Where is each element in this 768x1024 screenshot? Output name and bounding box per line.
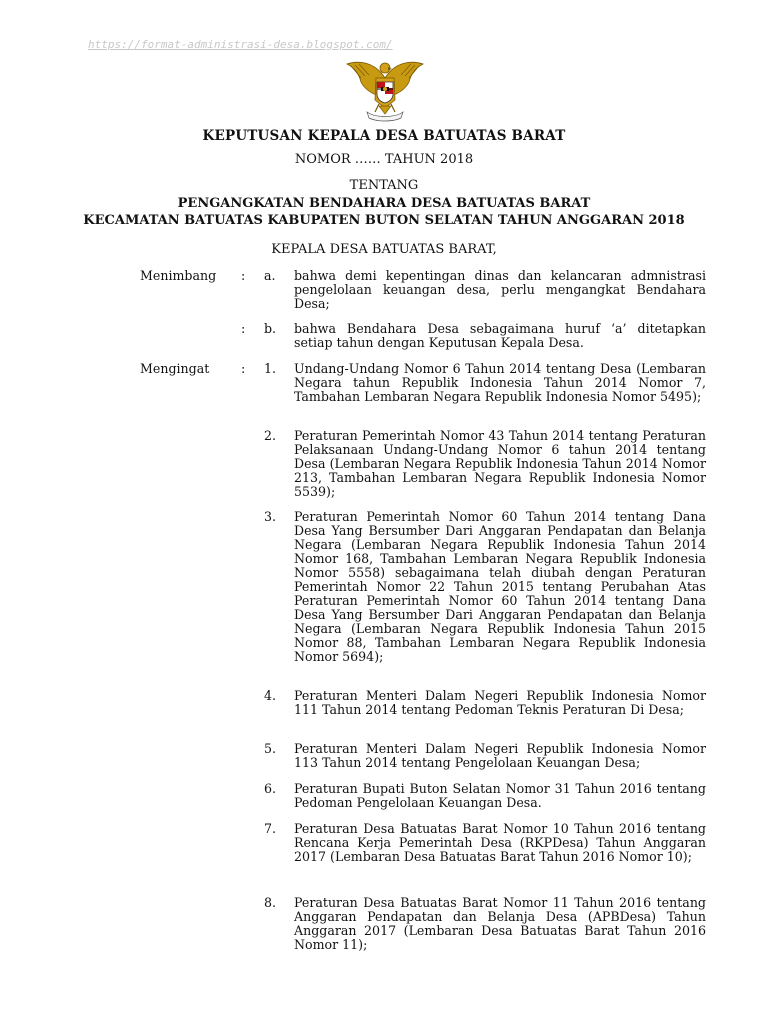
item-text: Peraturan Desa Batuatas Barat Nomor 11 Tahun 2016 tentang Anggaran Pendapatan dan Belanja Desa (APBDesa) Tahun Anggaran 2017 (Lembaran Desa Batuatas Barat Tahun 2016 Nomor 11); xyxy=(294,895,706,952)
mengingat-label: Mengingat xyxy=(140,361,210,376)
item-marker: 4. xyxy=(264,688,277,703)
item-marker: 7. xyxy=(264,821,277,836)
item-text: Peraturan Desa Batuatas Barat Nomor 10 Tahun 2016 tentang Rencana Kerja Pemerintah Desa (RKPDesa) Tahun Anggaran 2017 (Lembaran Desa Batuatas Barat Tahun 2016 Nomor 10); xyxy=(294,821,706,864)
authority-line: KEPALA DESA BATUATAS BARAT, xyxy=(271,242,497,257)
item-text: bahwa demi kepentingan dinas dan kelancaran admnistrasi pengelolaan keuangan desa, perlu mengangkat Bendahara Desa; xyxy=(294,268,706,311)
menimbang-label: Menimbang xyxy=(140,268,217,283)
item-marker: 5. xyxy=(264,741,277,756)
colon: : xyxy=(241,361,246,376)
item-text: Undang-Undang Nomor 6 Tahun 2014 tentang Desa (Lembaran Negara tahun Republik Indonesia Tahun 2014 Nomor 7, Tambahan Lembaran Negara Republik Indonesia Nomor 5495); xyxy=(294,361,706,404)
colon: : xyxy=(241,268,246,283)
item-marker: 2. xyxy=(264,428,277,443)
item-marker: 1. xyxy=(264,361,277,376)
decree-number: NOMOR …… TAHUN 2018 xyxy=(294,152,474,167)
item-text: Peraturan Menteri Dalam Negeri Republik Indonesia Nomor 113 Tahun 2014 tentang Pengelolaan Keuangan Desa; xyxy=(294,741,706,770)
garuda-pancasila-emblem-icon xyxy=(345,56,425,122)
item-text: bahwa Bendahara Desa sebagaimana huruf ‘a’ ditetapkan setiap tahun dengan Keputusan Kepala Desa. xyxy=(294,321,706,350)
decree-title: KEPUTUSAN KEPALA DESA BATUATAS BARAT xyxy=(202,128,566,144)
tentang-label: TENTANG xyxy=(349,178,419,193)
subject-line-1: PENGANGKATAN BENDAHARA DESA BATUATAS BARAT xyxy=(177,196,591,211)
item-marker: 3. xyxy=(264,509,277,524)
item-text: Peraturan Menteri Dalam Negeri Republik Indonesia Nomor 111 Tahun 2014 tentang Pedoman Teknis Peraturan Di Desa; xyxy=(294,688,706,717)
item-text: Peraturan Pemerintah Nomor 60 Tahun 2014 tentang Dana Desa Yang Bersumber Dari Anggaran Pendapatan dan Belanja Negara (Lembaran Negara Republik Indonesia Tahun 2014 Nomor 168, Tambahan Lembaran Negara Republik Indonesia Nomor 5558) sebagaimana telah diubah dengan Peraturan Pemerintah Nomor 22 Tahun 2015 tentang Perubahan Atas Peraturan Pemerintah Nomor 60 Tahun 2014 tentang Dana Desa Yang Bersumber Dari Anggaran Pendapatan dan Belanja Negara (Lembaran Negara Republik Indonesia Tahun 2015 Nomor 88, Tambahan Lembaran Negara Republik Indonesia Nomor 5694); xyxy=(294,509,706,664)
item-text: Peraturan Pemerintah Nomor 43 Tahun 2014 tentang Peraturan Pelaksanaan Undang-Undang Nomor 6 tahun 2014 tentang Desa (Lembaran Negara Republik Indonesia Tahun 2014 Nomor 213, Tambahan Lembaran Negara Republik Indonesia Nomor 5539); xyxy=(294,428,706,499)
item-marker: 8. xyxy=(264,895,277,910)
item-marker: 6. xyxy=(264,781,277,796)
item-marker: b. xyxy=(264,321,277,336)
item-text: Peraturan Bupati Buton Selatan Nomor 31 Tahun 2016 tentang Pedoman Pengelolaan Keuangan Desa. xyxy=(294,781,706,810)
colon: : xyxy=(241,321,246,336)
item-marker: a. xyxy=(264,268,276,283)
subject-line-2: KECAMATAN BATUATAS KABUPATEN BUTON SELATAN TAHUN ANGGARAN 2018 xyxy=(83,213,685,228)
source-url-link[interactable]: https://format-administrasi-desa.blogspot.com/ xyxy=(88,38,393,51)
